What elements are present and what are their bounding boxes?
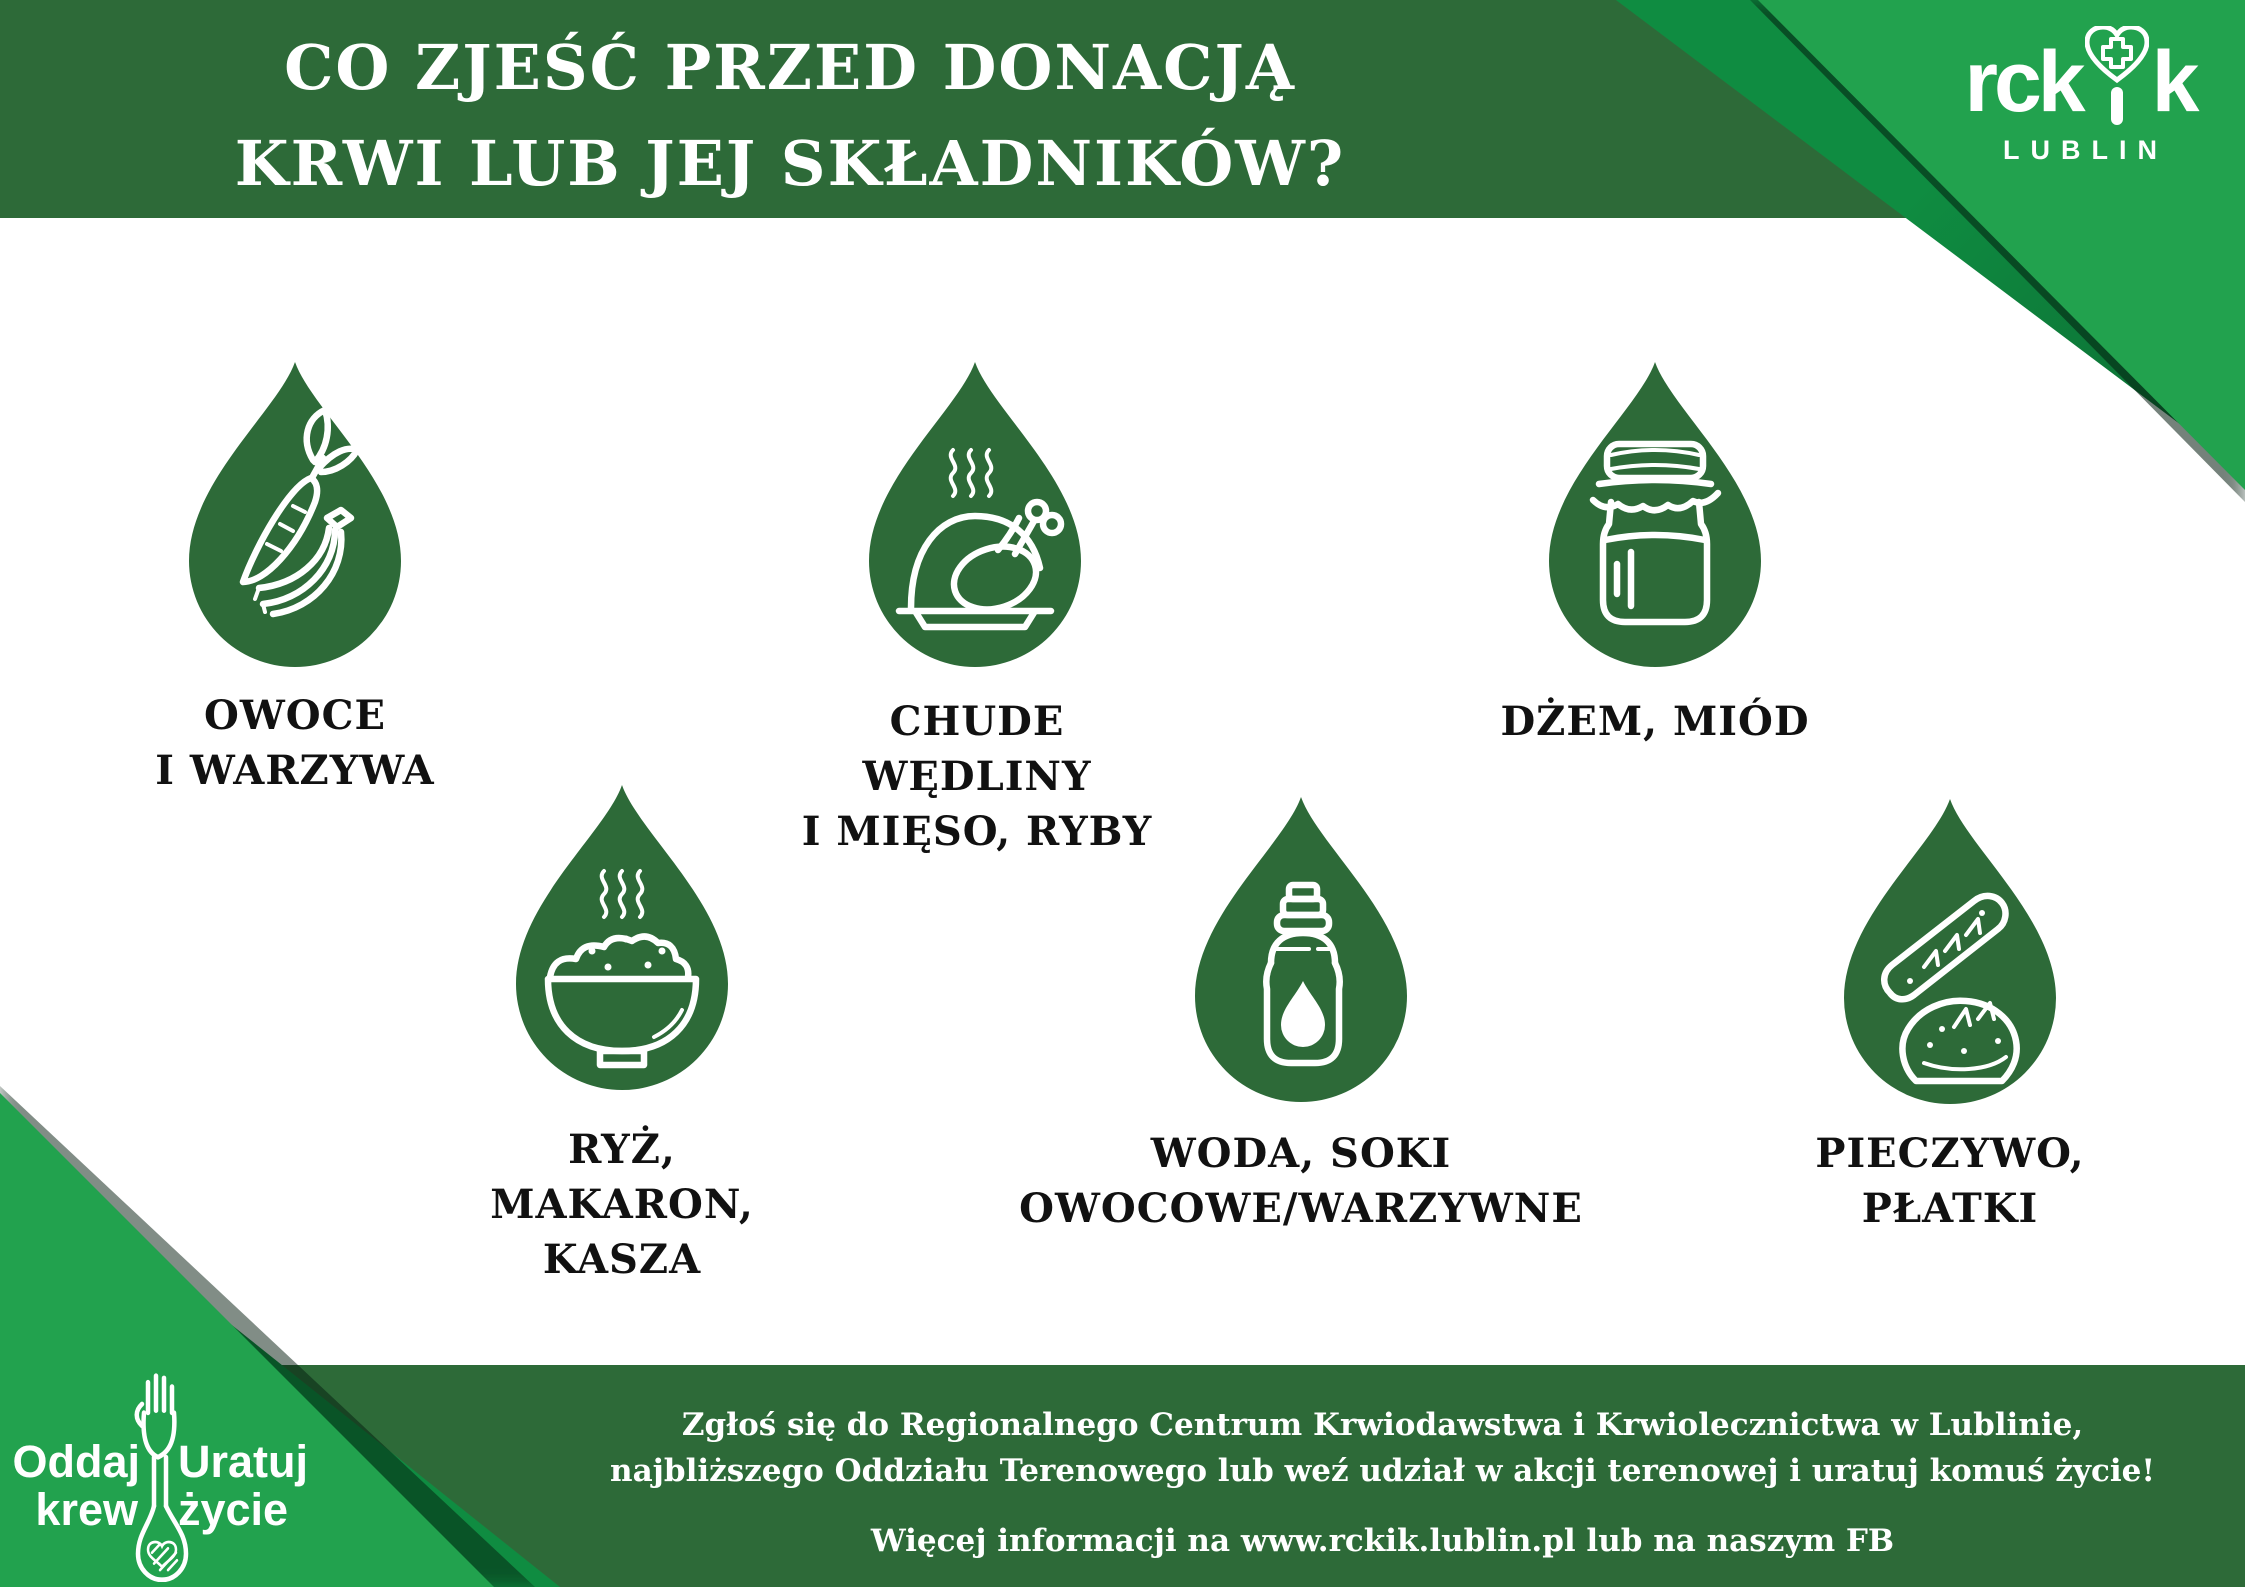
- brand-city: LUBLIN: [2003, 135, 2168, 165]
- footer-line-3: Więcej informacji na www.rckik.lublin.pl lub na naszym FB: [870, 1523, 1895, 1559]
- drop-rice-pasta: [512, 779, 732, 1097]
- drop-jam-honey: [1545, 356, 1765, 674]
- heart-with-cross-icon: [2085, 26, 2149, 84]
- drop-bread-cereal: [1840, 793, 2060, 1111]
- badge-word-zycie: życie: [178, 1484, 289, 1535]
- water-bottle-icon: [1191, 791, 1411, 1109]
- title-line-2: KRWI LUB JEJ SKŁADNIKÓW?: [234, 127, 1346, 200]
- jam-jar-icon: [1545, 356, 1765, 674]
- donate-blood-badge: [0, 1352, 345, 1587]
- title-line-1: CO ZJEŚĆ PRZED DONACJĄ: [284, 31, 1296, 104]
- badge-word-oddaj: Oddaj: [12, 1436, 140, 1487]
- rice-bowl-icon: [512, 779, 732, 1097]
- brand-text-right: k: [2151, 34, 2196, 130]
- label-lean-meat: CHUDE WĘDLINY I MIĘSO, RYBY: [801, 698, 1153, 855]
- footer-text: [520, 1402, 2245, 1564]
- rckik-logo: [1945, 26, 2215, 166]
- label-jam-honey: DŻEM, MIÓD: [1500, 698, 1810, 745]
- carrot-and-bananas-icon: [185, 356, 405, 674]
- label-water-juices: WODA, SOKI OWOCOWE/WARZYWNE: [1019, 1130, 1583, 1232]
- badge-word-krew: krew: [35, 1484, 138, 1535]
- drop-fruits-vegetables: [185, 356, 405, 674]
- label-bread-cereal: PIECZYWO, PŁATKI: [1815, 1130, 2085, 1232]
- roast-meat-icon: [865, 356, 1085, 674]
- brand-text-left: rck: [1964, 34, 2082, 130]
- page-title: [60, 20, 1520, 212]
- label-rice-pasta: RYŻ, MAKARON, KASZA: [490, 1126, 754, 1283]
- footer-line-2: najbliższego Oddziału Terenowego lub weź udział w akcji terenowej i uratuj komuś życie!: [610, 1453, 2155, 1489]
- footer-line-1: Zgłoś się do Regionalnego Centrum Krwiodawstwa i Krwiolecznictwa w Lublinie,: [681, 1407, 2084, 1443]
- badge-word-uratuj: Uratuj: [178, 1436, 309, 1487]
- drop-lean-meat: [865, 356, 1085, 674]
- drop-water-juices: [1191, 791, 1411, 1109]
- bread-icon: [1840, 793, 2060, 1111]
- brand-i-stem: [2111, 87, 2123, 125]
- label-fruits-vegetables: OWOCE I WARZYWA: [155, 692, 435, 794]
